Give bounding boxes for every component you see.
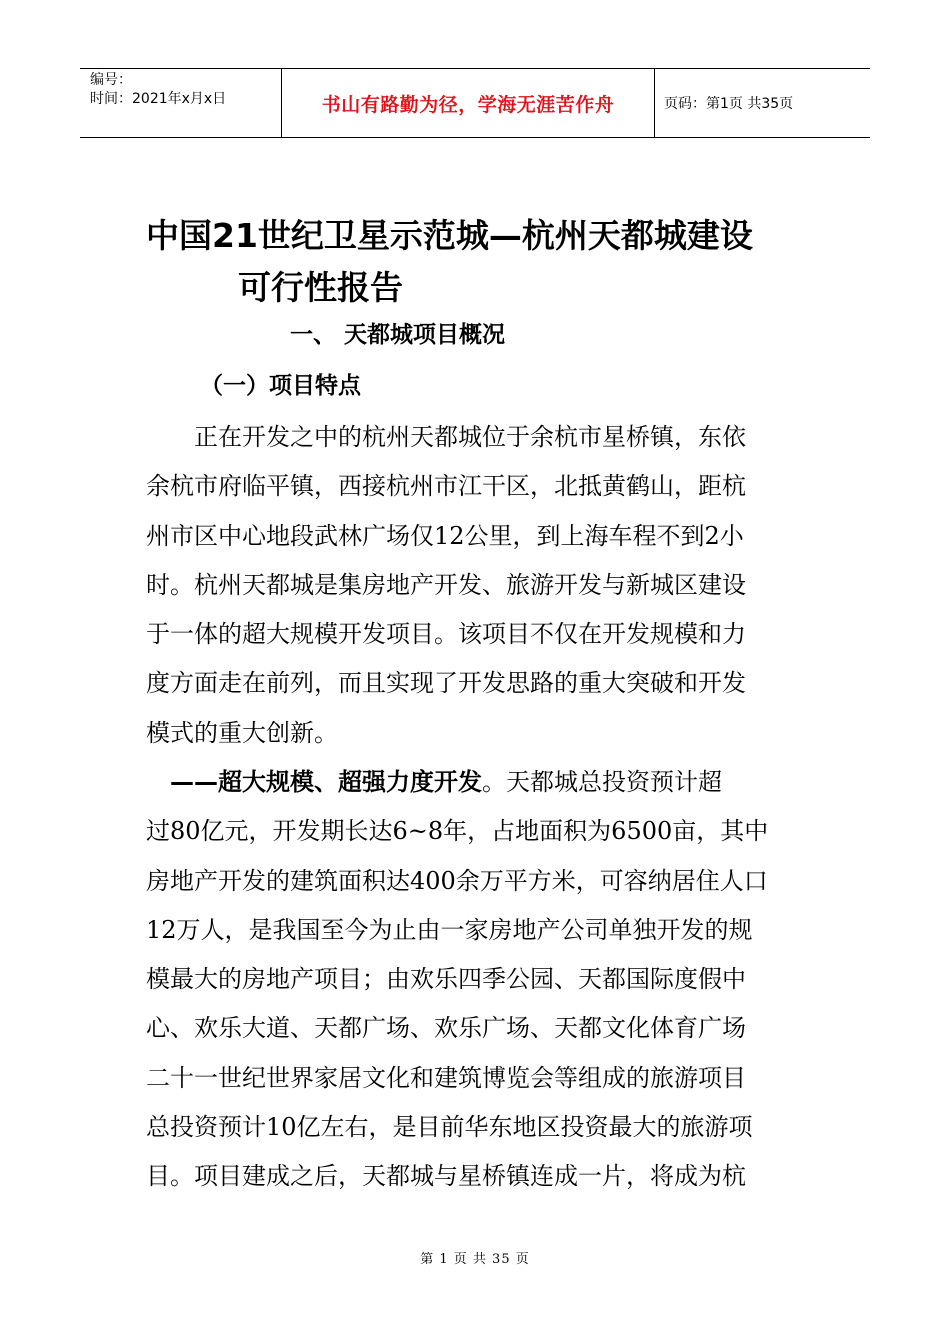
paragraph-line: 12万人，是我国至今为止由一家房地产公司单独开发的规 bbox=[146, 915, 753, 944]
paragraph-line: 度方面走在前列，而且实现了开发思路的重大突破和开发 bbox=[146, 669, 746, 698]
paragraph-first-line bbox=[146, 758, 808, 807]
header-motto-cell bbox=[281, 69, 655, 137]
header-motto: 书山有路勤为径，学海无涯苦作舟 bbox=[321, 93, 615, 116]
document-date-label: 时间：2021年x月x日 bbox=[90, 91, 227, 107]
paragraph-line: 于一体的超大规模开发项目。该项目不仅在开发规模和力 bbox=[146, 620, 746, 649]
paragraph-line: 心、欢乐大道、天都广场、欢乐广场、天都文化体育广场 bbox=[146, 1014, 746, 1043]
paragraph-line: 二十一世纪世界家居文化和建筑博览会等组成的旅游项目 bbox=[146, 1063, 746, 1092]
paragraph-large-scale bbox=[146, 758, 808, 1202]
paragraph-lead-phrase: ——超大规模、超强力度开发 bbox=[146, 768, 482, 796]
document-title bbox=[146, 210, 826, 314]
paragraph-project-features bbox=[146, 413, 808, 758]
page-header bbox=[80, 68, 870, 138]
paragraph-line: 正在开发之中的杭州天都城位于余杭市星桥镇，东依 bbox=[146, 423, 746, 451]
subsection-heading: （一）项目特点 bbox=[200, 373, 361, 399]
paragraph-line: 时。杭州天都城是集房地产开发、旅游开发与新城区建设 bbox=[146, 570, 746, 599]
paragraph-line-rest: 。天都城总投资预计超 bbox=[482, 768, 722, 796]
paragraph-line: 房地产开发的建筑面积达400余万平方米，可容纳居住人口 bbox=[146, 866, 768, 895]
paragraph-line: 过80亿元，开发期长达6~8年，占地面积为6500亩，其中 bbox=[146, 817, 769, 846]
paragraph-line: 目。项目建成之后，天都城与星桥镇连成一片，将成为杭 bbox=[146, 1162, 746, 1191]
paragraph-line: 模最大的房地产项目；由欢乐四季公园、天都国际度假中 bbox=[146, 965, 746, 994]
section-heading: 一、 天都城项目概况 bbox=[290, 322, 506, 348]
document-number-label: 编号： bbox=[90, 72, 132, 88]
paragraph-line: 余杭市府临平镇，西接杭州市江干区，北抵黄鹤山，距杭 bbox=[146, 472, 746, 501]
paragraph-line: 州市区中心地段武林广场仅12公里，到上海车程不到2小 bbox=[146, 521, 744, 550]
page-footer: 第 1 页 共 35 页 bbox=[420, 1252, 530, 1267]
header-meta bbox=[80, 69, 280, 137]
document-title-line-1: 中国21世纪卫星示范城—杭州天都城建设 bbox=[146, 216, 753, 255]
paragraph-line: 总投资预计10亿左右，是目前华东地区投资最大的旅游项 bbox=[146, 1113, 753, 1142]
paragraph-line: 模式的重大创新。 bbox=[146, 718, 338, 747]
document-title-line-2: 可行性报告 bbox=[238, 268, 403, 307]
header-page-info: 页码：第1页 共35页 bbox=[664, 96, 794, 112]
